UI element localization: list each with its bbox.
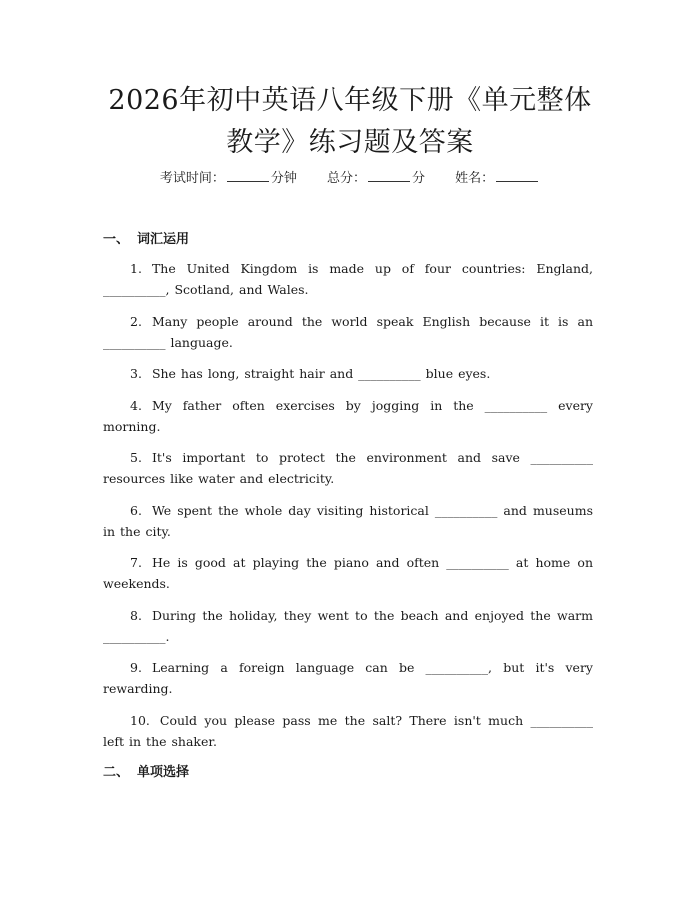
document-title: 2026年初中英语八年级下册《单元整体教学》练习题及答案 (108, 85, 592, 158)
question-text: The United Kingdom is made up of four countries: England, __________, Scotland, and Wales. (103, 261, 593, 297)
question-number: 9. (130, 660, 142, 675)
question-text: My father often exercises by jogging in the __________ every morning. (103, 397, 593, 434)
student-name-blank[interactable] (496, 168, 538, 182)
question-item (103, 258, 593, 300)
question-number: 6. (130, 502, 142, 518)
question-item (103, 605, 593, 647)
question-number: 8. (130, 607, 142, 623)
question-text: It's important to protect the environment and save __________ resources like water and electricity. (103, 450, 593, 486)
question-text: He is good at playing the piano and often __________ at home on weekends. (103, 555, 593, 591)
section-number: 二、 (103, 765, 130, 780)
total-score-label: 总分： (326, 171, 366, 186)
total-score-blank[interactable] (368, 168, 410, 182)
question-item (103, 657, 593, 699)
question-list (103, 258, 593, 762)
question-item (103, 395, 593, 437)
question-item (103, 552, 593, 594)
question-item (103, 447, 593, 489)
question-number: 3. (130, 366, 142, 381)
exam-time (160, 171, 297, 186)
question-text: Learning a foreign language can be __________, but it's very rewarding. (103, 660, 593, 696)
question-number: 1. (130, 261, 142, 276)
student-name (455, 171, 540, 186)
question-number: 10. (130, 712, 150, 728)
student-name-label: 姓名： (455, 171, 495, 186)
question-text: She has long, straight hair and __________ blue eyes. (151, 366, 491, 381)
section-number: 一、 (103, 232, 130, 247)
exam-time-blank[interactable] (227, 168, 269, 182)
question-item (103, 710, 593, 752)
exam-time-label: 考试时间： (159, 171, 225, 186)
section-title: 单项选择 (137, 765, 190, 780)
question-text: Many people around the world speak English because it is an __________ language. (103, 313, 593, 350)
question-text: We spent the whole day visiting historical __________ and museums in the city. (103, 502, 593, 539)
exam-info-line (0, 168, 700, 189)
exam-time-unit: 分钟 (270, 171, 297, 186)
total-score-unit: 分 (412, 171, 426, 186)
question-item (103, 500, 593, 542)
question-number: 7. (130, 555, 142, 570)
question-number: 5. (130, 450, 142, 465)
section-heading-multiple-choice (103, 763, 189, 783)
section-title: 词汇运用 (137, 232, 190, 247)
question-text: During the holiday, they went to the beach and enjoyed the warm __________. (103, 607, 593, 644)
question-text: Could you please pass me the salt? There isn't much __________ left in the shaker. (103, 712, 593, 749)
question-item (103, 311, 593, 353)
question-number: 4. (130, 397, 142, 413)
total-score (327, 171, 425, 186)
question-number: 2. (130, 313, 142, 329)
question-item (103, 363, 593, 384)
section-heading-vocabulary (103, 230, 189, 250)
